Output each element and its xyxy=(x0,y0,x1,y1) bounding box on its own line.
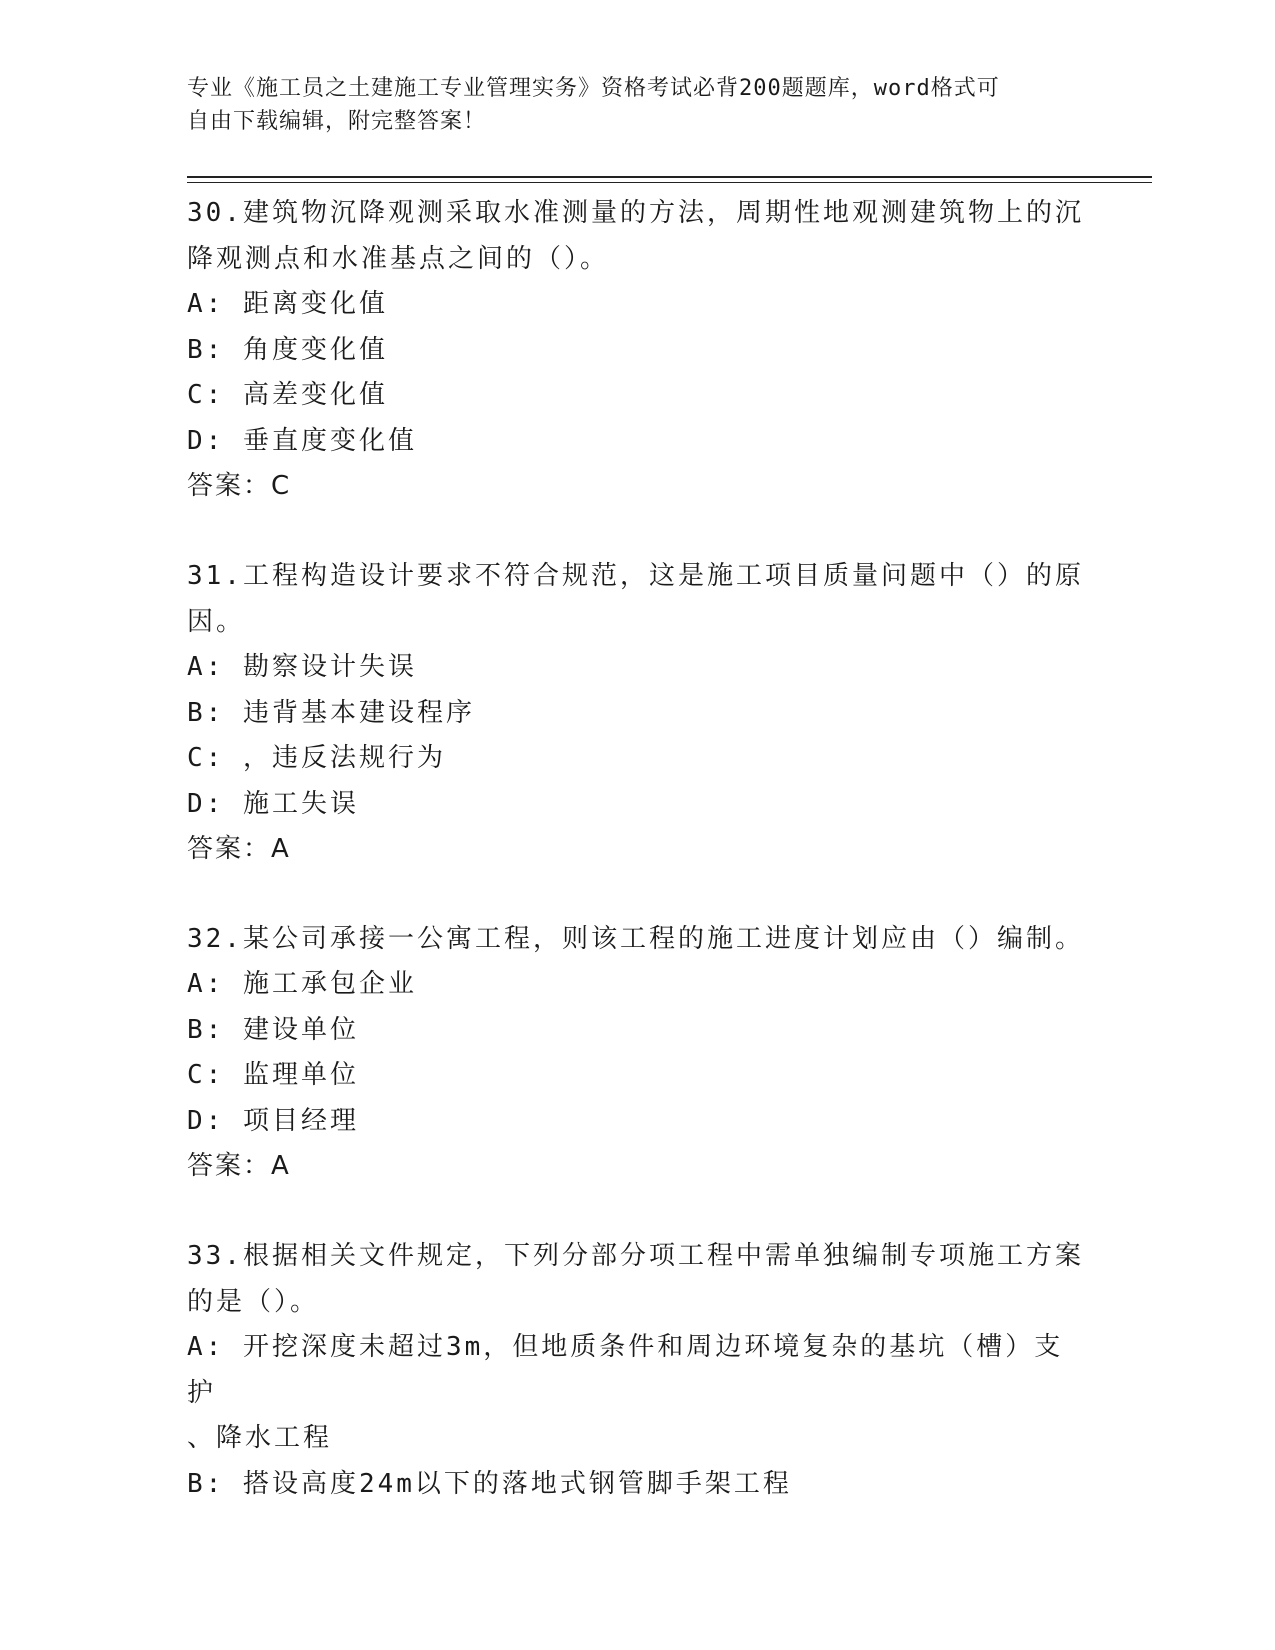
question-stem: 降观测点和水准基点之间的（）。 xyxy=(187,244,610,274)
option-a: A: 开挖深度未超过3m，但地质条件和周边环境复杂的基坑（槽）支护 xyxy=(187,1332,1064,1408)
question-30 xyxy=(187,190,1087,509)
header-line: 专业《施工员之土建施工专业管理实务》资格考试必背200题题库，word格式可 xyxy=(187,76,1000,101)
option-d: D: 项目经理 xyxy=(187,1105,359,1136)
option-d: D: 施工失误 xyxy=(187,788,359,819)
question-stem: 33.根据相关文件规定，下列分部分项工程中需单独编制专项施工方案 xyxy=(187,1241,1084,1271)
question-stem: 的是（）。 xyxy=(187,1287,320,1317)
option-c: C: ，违反法规行为 xyxy=(187,743,446,773)
question-stem: 因。 xyxy=(187,607,246,637)
question-32 xyxy=(187,916,1087,1189)
answer-text: 答案：A xyxy=(187,834,291,864)
option-c: C: 高差变化值 xyxy=(187,380,388,410)
question-33 xyxy=(187,1233,1087,1507)
header-divider-thin xyxy=(187,182,1152,183)
option-a: A: 距离变化值 xyxy=(187,289,388,319)
question-list xyxy=(187,190,1087,1551)
document-header xyxy=(187,72,1067,138)
option-b: B: 搭设高度24m以下的落地式钢管脚手架工程 xyxy=(187,1468,792,1499)
header-divider xyxy=(187,176,1152,178)
answer-text: 答案：A xyxy=(187,1151,291,1181)
question-stem: 32.某公司承接一公寓工程，则该工程的施工进度计划应由（）编制。 xyxy=(187,924,1084,954)
question-stem: 31.工程构造设计要求不符合规范，这是施工项目质量问题中（）的原 xyxy=(187,561,1084,591)
option-b: B: 违背基本建设程序 xyxy=(187,697,475,728)
question-stem: 30.建筑物沉降观测采取水准测量的方法，周期性地观测建筑物上的沉 xyxy=(187,198,1084,228)
option-c: C: 监理单位 xyxy=(187,1060,359,1090)
option-a: A: 勘察设计失误 xyxy=(187,652,417,682)
option-b: B: 建设单位 xyxy=(187,1014,359,1045)
option-a: A: 施工承包企业 xyxy=(187,969,417,999)
option-b: B: 角度变化值 xyxy=(187,334,388,365)
question-31 xyxy=(187,553,1087,872)
answer-text: 答案：C xyxy=(187,471,292,501)
option-a-continued: 、降水工程 xyxy=(187,1423,333,1453)
header-line: 自由下载编辑，附完整答案！ xyxy=(187,109,487,134)
option-d: D: 垂直度变化值 xyxy=(187,425,417,456)
